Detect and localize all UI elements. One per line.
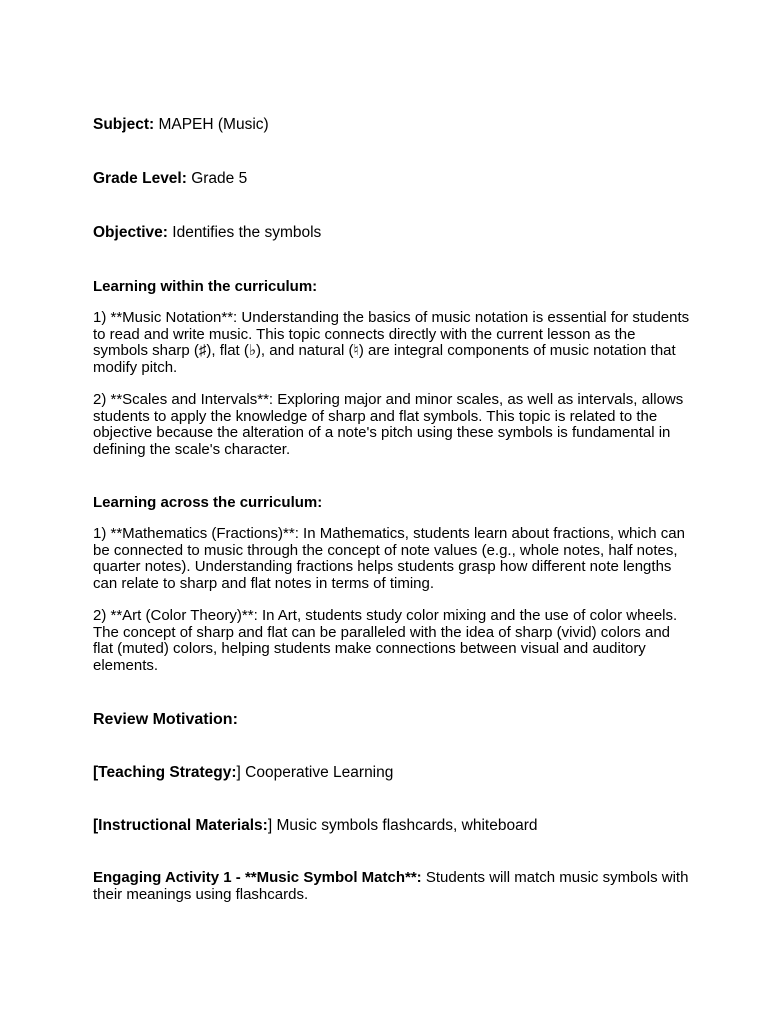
engaging-activity-line — [93, 870, 693, 903]
teaching-strategy-label: [Teaching Strategy: — [93, 764, 237, 781]
learning-within-heading: Learning within the curriculum: — [93, 278, 318, 295]
grade-level-value: Grade 5 — [191, 170, 248, 187]
learning-within-item-1: 1) **Music Notation**: Understanding the basics of music notation is essential for students to read and write music. This topic connects directly with the current lesson as the symbols sharp (♯), flat (♭), and natural (♮) are integral components of music notation that modify pitch. — [93, 309, 690, 376]
objective-label: Objective: — [93, 224, 168, 241]
teaching-strategy-value: ] Cooperative Learning — [236, 764, 394, 781]
learning-across-item-1: 1) **Mathematics (Fractions)**: In Mathematics, students learn about fractions, which can be connected to music through the concept of note values (e.g., whole notes, half notes, quarter notes). Understanding fractions helps students grasp how different note lengths can relate to sharp and flat notes in terms of timing. — [93, 525, 685, 592]
grade-level-label: Grade Level: — [93, 170, 187, 187]
instructional-materials-line — [93, 817, 693, 835]
subject-label: Subject: — [93, 116, 155, 133]
learning-within-item-2: 2) **Scales and Intervals**: Exploring major and minor scales, as well as intervals, allows students to apply the knowledge of sharp and flat symbols. This topic is related to the objective because the alteration of a note's pitch using these symbols is fundamental in defining the scale's character. — [93, 391, 684, 458]
learning-across-heading: Learning across the curriculum: — [93, 494, 323, 511]
subject-value: MAPEH (Music) — [158, 116, 269, 133]
subject-line — [93, 116, 693, 134]
review-motivation-heading: Review Motivation: — [93, 711, 238, 728]
learning-across-item-2: 2) **Art (Color Theory)**: In Art, students study color mixing and the use of color wheels. The concept of sharp and flat can be paralleled with the idea of sharp (vivid) colors and flat (muted) colors, helping students make connections between visual and auditory elements. — [93, 607, 678, 674]
teaching-strategy-line — [93, 764, 693, 782]
grade-level-line — [93, 170, 693, 188]
engaging-activity-value: Students will match music symbols with their meanings using flashcards. — [93, 869, 689, 903]
objective-value: Identifies the symbols — [172, 224, 322, 241]
objective-line — [93, 224, 693, 242]
engaging-activity-label: Engaging Activity 1 - **Music Symbol Match**: — [93, 869, 422, 886]
instructional-materials-label: [Instructional Materials: — [93, 817, 268, 834]
instructional-materials-value: ] Music symbols flashcards, whiteboard — [267, 817, 538, 834]
